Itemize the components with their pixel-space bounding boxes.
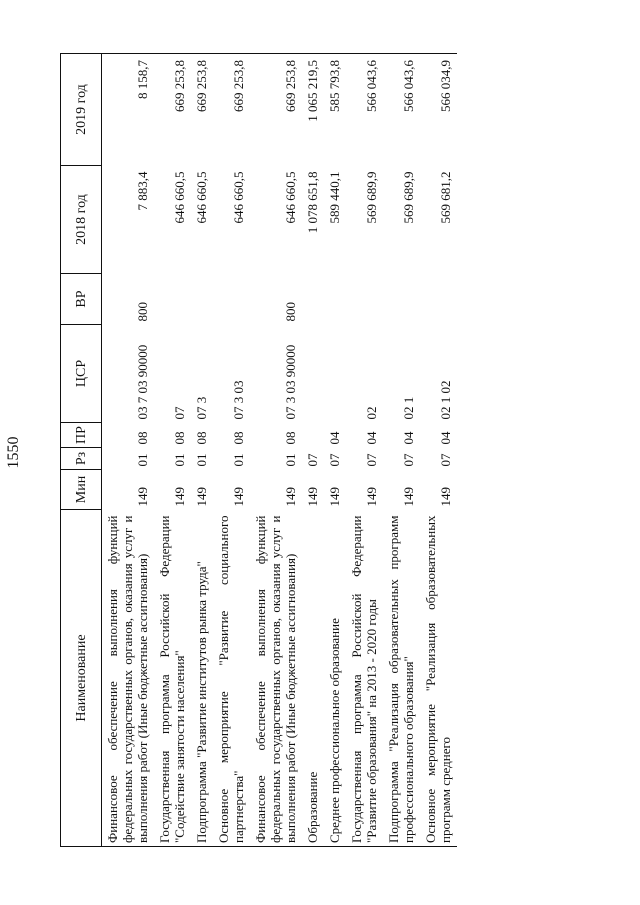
cell-vr <box>420 274 457 325</box>
table-row <box>250 54 302 847</box>
cell-csr: 07 3 03 90000 <box>283 344 298 420</box>
cell-vr <box>302 274 324 325</box>
cell-2018: 569 689,9 <box>364 171 379 224</box>
cell-name: Финансовое обеспечение выполнения функций федеральных государственных органов, оказания услуг и выполнения работ (Иные бюджетные ассигнования) <box>102 510 155 847</box>
cell-min: 149 <box>364 487 379 507</box>
cell-pr: 04 <box>364 431 379 445</box>
cell-name: Основное мероприятие "Развитие социального партнерства" <box>213 510 250 847</box>
cell-2019: 669 253,8 <box>213 54 250 166</box>
cell-2018: 1 078 651,8 <box>305 171 320 234</box>
cell-csr: 02 1 <box>401 396 416 420</box>
cell-name: Государственная программа Российской Федерации "Развитие образования" на 2013 - 2020 годы <box>346 510 383 847</box>
table-row <box>102 54 155 847</box>
cell-2019: 1 065 219,5 <box>302 54 324 166</box>
cell-min: 149 <box>231 487 246 507</box>
cell-name: Подпрограмма "Развитие институтов рынка труда" <box>191 510 213 847</box>
cell-rz: 01 <box>172 453 187 467</box>
cell-pr: 08 <box>172 431 187 445</box>
cell-2019: 8 158,7 <box>102 54 155 166</box>
cell-rz: 01 <box>231 453 246 467</box>
cell-min: 149 <box>401 487 416 507</box>
cell-pr: 08 <box>231 431 246 445</box>
cell-min: 149 <box>327 487 342 507</box>
cell-csr: 03 7 03 90000 <box>135 344 150 420</box>
cell-vr <box>213 274 250 325</box>
table-row <box>383 54 420 847</box>
table-row <box>213 54 250 847</box>
cell-2019: 585 793,8 <box>324 54 346 166</box>
table-body <box>102 54 458 847</box>
cell-pr: 08 <box>283 431 298 445</box>
header-row <box>61 54 102 847</box>
cell-2018: 7 883,4 <box>135 171 150 211</box>
cell-csr: 07 <box>172 406 187 420</box>
header-name: Наименование <box>61 510 102 847</box>
cell-pr: 08 <box>135 431 150 445</box>
page-number: 1550 <box>5 436 22 469</box>
cell-csr: 07 3 03 <box>231 380 246 420</box>
table-row <box>154 54 191 847</box>
cell-pr: 04 <box>401 431 416 445</box>
cell-2019: 669 253,8 <box>250 54 302 166</box>
cell-vr <box>191 274 213 325</box>
cell-vr <box>324 274 346 325</box>
cell-min: 149 <box>283 487 298 507</box>
cell-csr <box>324 325 346 423</box>
cell-name: Образование <box>302 510 324 847</box>
budget-table <box>60 53 457 847</box>
cell-name: Финансовое обеспечение выполнения функций федеральных государственных органов, оказания услуг и выполнения работ (Иные бюджетные ассигнования) <box>250 510 302 847</box>
cell-min: 149 <box>194 487 209 507</box>
cell-min: 149 <box>438 487 453 507</box>
table-header <box>61 54 102 847</box>
cell-vr <box>346 274 383 325</box>
cell-2019: 566 043,6 <box>346 54 383 166</box>
cell-2018: 646 660,5 <box>231 171 246 224</box>
cell-2019: 669 253,8 <box>191 54 213 166</box>
cell-rz: 07 <box>401 453 416 467</box>
cell-2018: 646 660,5 <box>172 171 187 224</box>
cell-vr <box>383 274 420 325</box>
header-csr: ЦСР <box>61 325 102 423</box>
cell-name: Среднее профессиональное образование <box>324 510 346 847</box>
table-row <box>346 54 383 847</box>
cell-vr: 800 <box>283 302 298 322</box>
cell-pr: 08 <box>194 431 209 445</box>
cell-pr: 04 <box>327 431 342 445</box>
header-min: Мин <box>61 470 102 510</box>
cell-rz: 07 <box>364 453 379 467</box>
cell-pr <box>302 423 324 448</box>
table-row <box>324 54 346 847</box>
cell-csr <box>302 325 324 423</box>
header-rz: Рз <box>61 448 102 470</box>
cell-csr: 02 <box>364 406 379 420</box>
cell-pr: 04 <box>438 431 453 445</box>
cell-csr: 02 1 02 <box>438 380 453 420</box>
cell-rz: 01 <box>194 453 209 467</box>
cell-2018: 589 440,1 <box>327 171 342 224</box>
table-row <box>191 54 213 847</box>
cell-2019: 566 043,6 <box>383 54 420 166</box>
cell-rz: 01 <box>135 453 150 467</box>
cell-rz: 07 <box>305 453 320 467</box>
cell-rz: 07 <box>327 453 342 467</box>
cell-name: Основное мероприятие "Реализация образовательных программ среднего <box>420 510 457 847</box>
table-row <box>302 54 324 847</box>
cell-min: 149 <box>305 487 320 507</box>
cell-min: 149 <box>135 487 150 507</box>
cell-csr: 07 3 <box>194 396 209 420</box>
table-row <box>420 54 457 847</box>
cell-min: 149 <box>172 487 187 507</box>
cell-rz: 01 <box>283 453 298 467</box>
cell-2019: 669 253,8 <box>154 54 191 166</box>
cell-2018: 569 681,2 <box>438 171 453 224</box>
cell-2018: 646 660,5 <box>194 171 209 224</box>
header-pr: ПР <box>61 423 102 448</box>
cell-2018: 646 660,5 <box>283 171 298 224</box>
cell-vr <box>154 274 191 325</box>
cell-2019: 566 034,9 <box>420 54 457 166</box>
header-vr: ВР <box>61 274 102 325</box>
header-2018: 2018 год <box>61 166 102 274</box>
header-2019: 2019 год <box>61 54 102 166</box>
cell-name: Подпрограмма "Реализация образовательных программ профессионального образования" <box>383 510 420 847</box>
cell-2018: 569 689,9 <box>401 171 416 224</box>
cell-name: Государственная программа Российской Федерации "Содействие занятости населения" <box>154 510 191 847</box>
cell-vr: 800 <box>135 302 150 322</box>
cell-rz: 07 <box>438 453 453 467</box>
